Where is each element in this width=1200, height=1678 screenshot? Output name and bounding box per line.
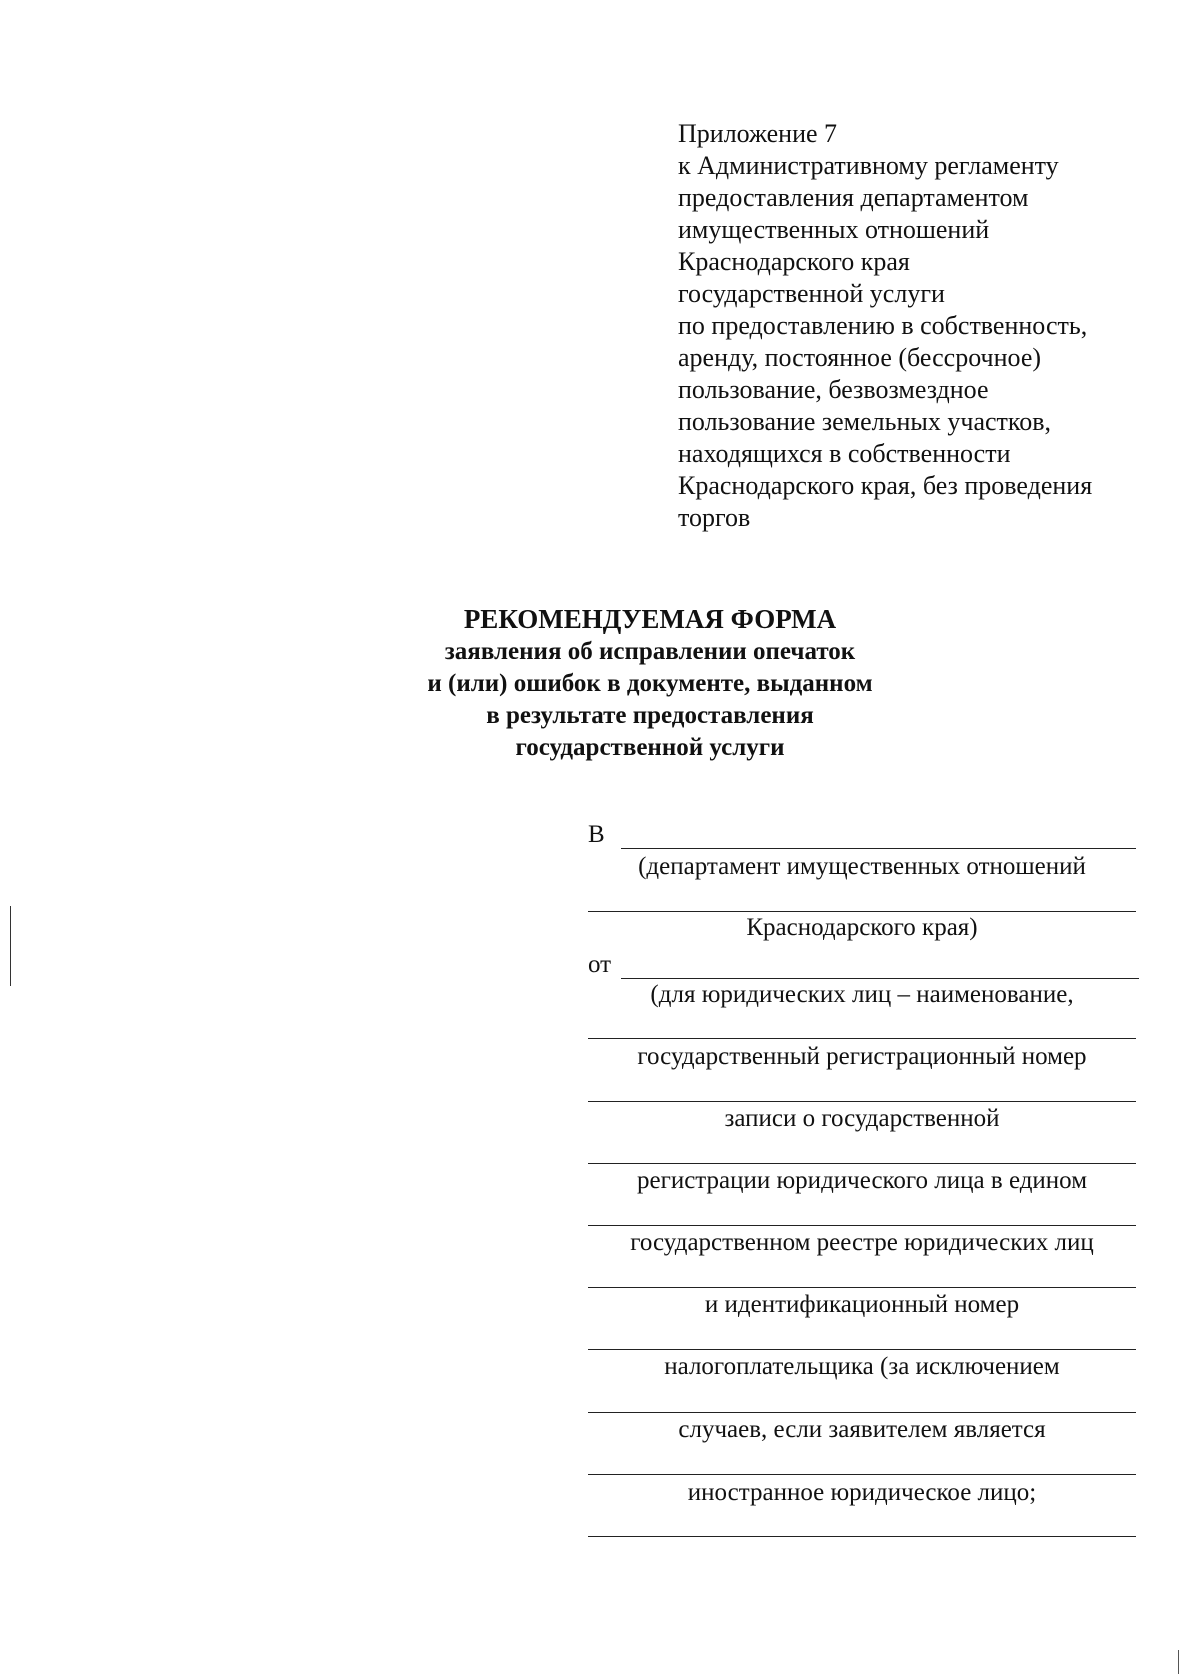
appendix-line: государственной услуги [678, 279, 945, 308]
form-subtitle-line: и (или) ошибок в документе, выданном [427, 670, 873, 697]
from-fill-line[interactable] [588, 1412, 1136, 1413]
appendix-line: Краснодарского края [678, 247, 910, 276]
from-fill-line[interactable] [588, 1101, 1136, 1102]
to-fill-line-2[interactable] [588, 911, 1136, 912]
appendix-line: торгов [678, 503, 751, 532]
from-caption: (для юридических лиц – наименование, [650, 981, 1074, 1008]
appendix-line: пользование, безвозмездное [678, 375, 989, 404]
to-fill-line[interactable] [621, 848, 1136, 849]
from-caption: налогоплательщика (за исключением [664, 1353, 1060, 1380]
to-caption: (департамент имущественных отношений [638, 853, 1086, 880]
appendix-line: имущественных отношений [678, 215, 990, 244]
appendix-line: находящихся в собственности [678, 439, 1011, 468]
to-prefix: В [588, 821, 605, 848]
from-fill-line[interactable] [588, 1474, 1136, 1475]
from-fill-line[interactable] [588, 1038, 1136, 1039]
appendix-line: аренду, постоянное (бессрочное) [678, 343, 1042, 372]
scan-margin-mark [10, 906, 11, 986]
to-caption: Краснодарского края) [746, 914, 978, 941]
from-fill-line[interactable] [588, 1349, 1136, 1350]
form-subtitle-line: государственной услуги [515, 734, 785, 761]
scan-corner-mark [1178, 1650, 1179, 1674]
from-fill-line[interactable] [621, 978, 1139, 979]
from-caption: государственном реестре юридических лиц [630, 1229, 1094, 1256]
from-caption: записи о государственной [724, 1105, 1000, 1132]
appendix-line: Краснодарского края, без проведения [678, 471, 1093, 500]
appendix-line: по предоставлению в собственность, [678, 311, 1088, 340]
appendix-block [678, 118, 1178, 534]
appendix-line: Приложение 7 [678, 119, 838, 148]
appendix-line: предоставления департаментом [678, 183, 1029, 212]
from-caption: иностранное юридическое лицо; [687, 1479, 1037, 1506]
appendix-line: пользование земельных участков, [678, 407, 1051, 436]
from-caption: и идентификационный номер [704, 1291, 1020, 1318]
appendix-line: к Административному регламенту [678, 151, 1059, 180]
from-caption: регистрации юридического лица в едином [636, 1167, 1088, 1194]
from-fill-line[interactable] [588, 1536, 1136, 1537]
from-fill-line[interactable] [588, 1287, 1136, 1288]
form-title: РЕКОМЕНДУЕМАЯ ФОРМА [463, 604, 837, 634]
from-fill-line[interactable] [588, 1163, 1136, 1164]
form-subtitle-line: заявления об исправлении опечаток [444, 638, 856, 665]
from-prefix: от [588, 951, 612, 978]
from-caption: случаев, если заявителем является [678, 1416, 1046, 1443]
form-subtitle-line: в результате предоставления [486, 702, 814, 729]
form-heading [300, 602, 1000, 764]
from-caption: государственный регистрационный номер [637, 1043, 1087, 1070]
from-fill-line[interactable] [588, 1225, 1136, 1226]
